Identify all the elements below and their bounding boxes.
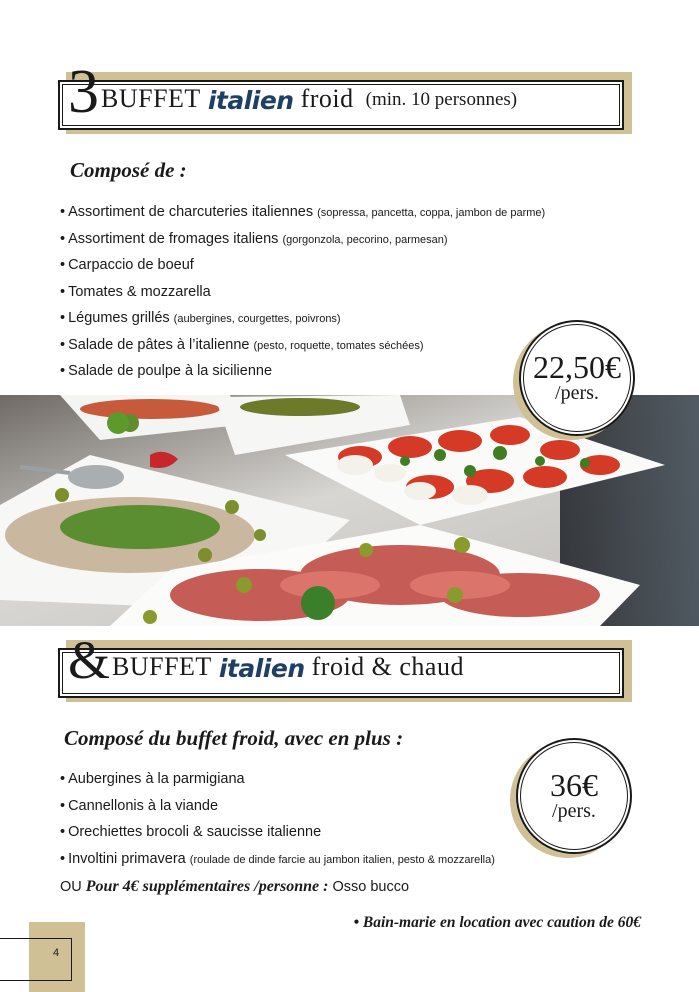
section1-price: 22,50€ xyxy=(533,349,621,385)
list-item: • Assortiment de fromages italiens (gorgonzola, pecorino, parmesan) xyxy=(60,230,448,247)
list-item: • Orechiettes brocoli & saucisse italienne xyxy=(60,824,322,840)
option-prefix: OU xyxy=(60,879,82,895)
option-line xyxy=(60,878,409,896)
section2-price-unit: /pers. xyxy=(552,800,596,822)
price-badge-ring xyxy=(519,320,635,436)
list-item: • Tomates & mozzarella xyxy=(60,283,211,300)
section2-title-italien: italien xyxy=(218,654,305,683)
section2-ampersand: & xyxy=(68,630,111,690)
section1-title-note: (min. 10 personnes) xyxy=(365,89,518,110)
section1-title-italien: italien xyxy=(207,86,294,115)
section2-title xyxy=(68,630,464,690)
list-item: • Cannellonis à la viande xyxy=(60,797,219,814)
list-item: • Assortiment de charcuteries italiennes (sopressa, pancetta, coppa, jambon de parme) xyxy=(60,204,546,220)
list-item: • Carpaccio de boeuf xyxy=(60,257,194,273)
page-number-frame xyxy=(0,938,72,981)
option-supplement: Pour 4€ supplémentaires /personne : xyxy=(85,878,329,895)
list-item: • Involtini primavera (roulade de dinde farcie au jambon italien, pesto & mozzarella) xyxy=(60,850,495,867)
list-item: • Légumes grillés (aubergines, courgettes, poivrons) xyxy=(60,310,341,326)
option-item: Osso bucco xyxy=(332,879,410,895)
section1-banner xyxy=(58,58,632,134)
section1-item-list xyxy=(60,204,545,390)
section2-title-froid-chaud: froid & chaud xyxy=(311,652,464,681)
section1-title-froid: froid xyxy=(300,84,354,113)
section2-item-list xyxy=(60,771,495,877)
page-number: 4 xyxy=(53,947,60,959)
section2-price-badge xyxy=(510,742,634,858)
section1-subheading: Composé de : xyxy=(70,158,187,182)
price-badge-ring xyxy=(516,738,632,854)
bain-marie-note: • Bain-marie en location avec caution de 60€ xyxy=(353,914,641,931)
section2-title-buffet: BUFFET xyxy=(112,652,212,681)
section1-title xyxy=(68,58,518,126)
list-item: • Salade de poulpe à la sicilienne xyxy=(60,363,273,379)
list-item: • Aubergines à la parmigiana xyxy=(60,771,245,787)
list-item: • Salade de pâtes à l’italienne (pesto, roquette, tomates séchées) xyxy=(60,336,424,353)
section1-title-buffet: BUFFET xyxy=(101,84,201,113)
section2-banner xyxy=(58,630,632,702)
section1-price-unit: /pers. xyxy=(555,382,599,404)
section2-price: 36€ xyxy=(550,767,598,803)
section2-subheading: Composé du buffet froid, avec en plus : xyxy=(64,726,404,750)
section1-number: 3 xyxy=(68,58,99,126)
section1-price-badge xyxy=(513,324,637,440)
